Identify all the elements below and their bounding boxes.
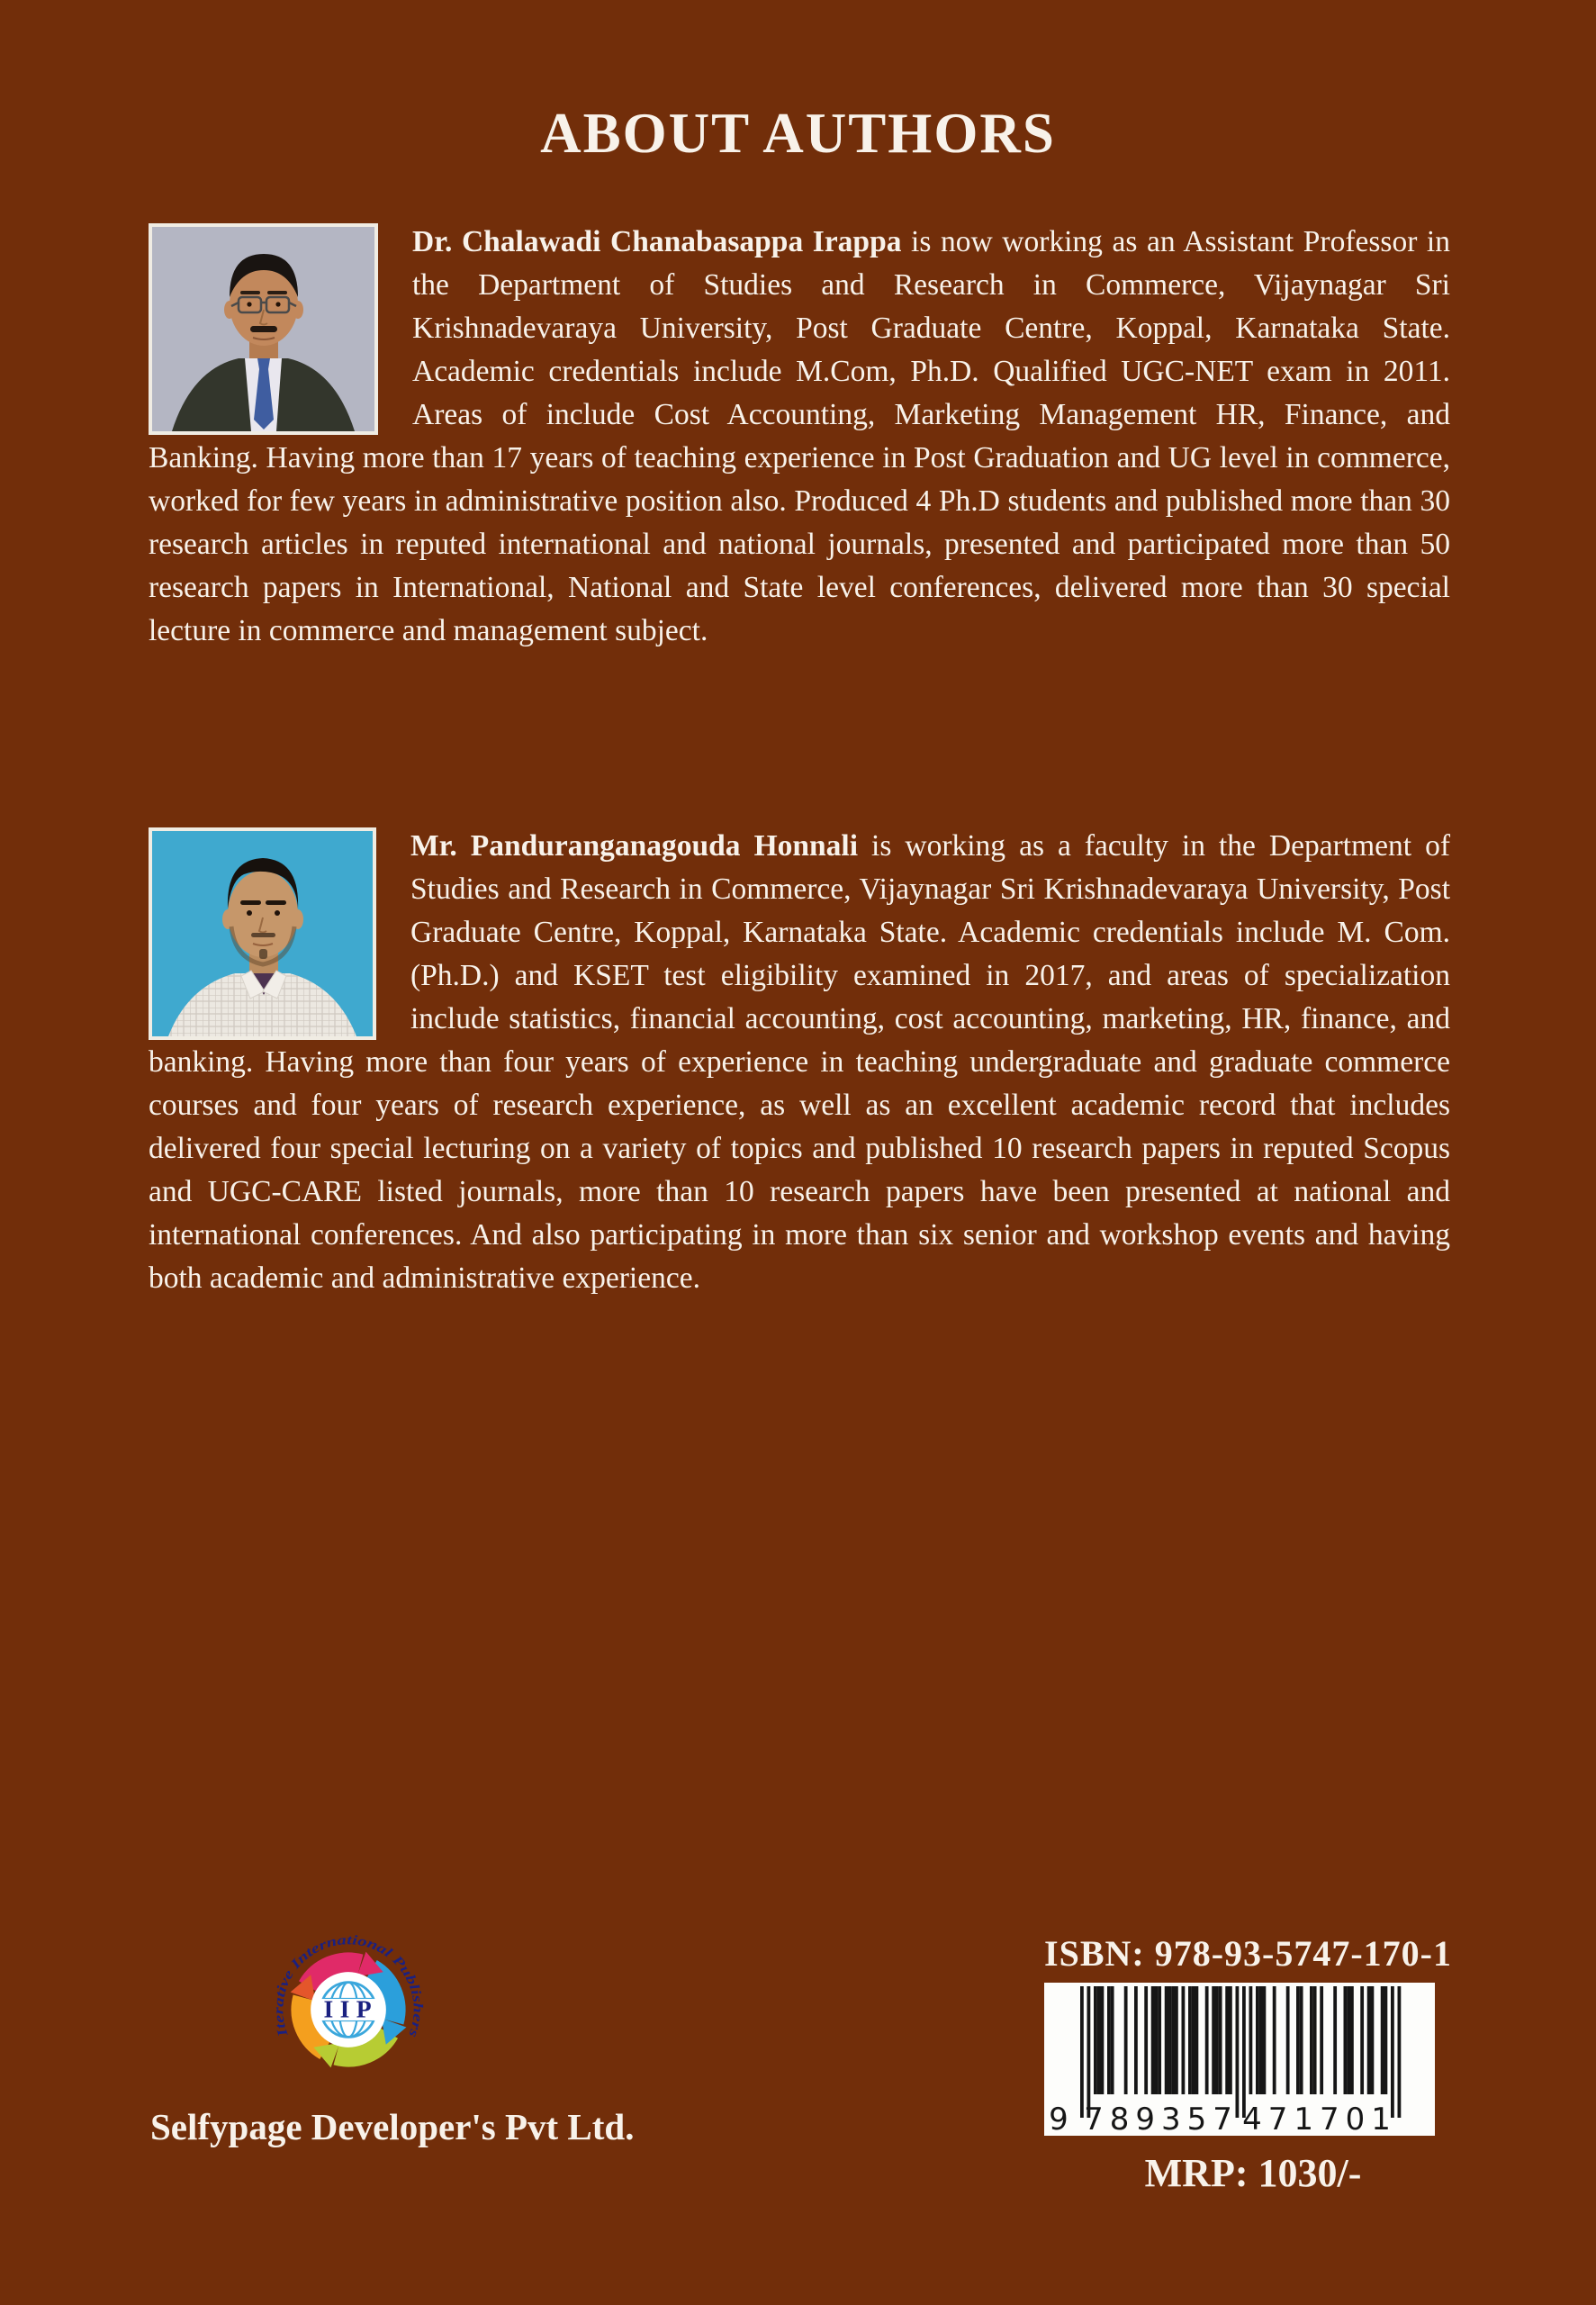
author-1-portrait-image: [152, 227, 374, 431]
barcode-bars-image: [1044, 1983, 1435, 2136]
author-bio-text-2: is working as a faculty in the Department of Studies and Research in Commerce, Vijaynagar Sri Krishnadevaraya University, Post Graduate Centre, Koppal, Karnataka State. Academic credentials include M. Com. (Ph.D.) and KSET test eligibility examined in 2017, and areas of specialization include statistics, financial accounting, cost accounting, marketing, HR, finance, and banking. Having more than four years of experience in teaching undergraduate and graduate commerce courses and four years of research experience, as well as an excellent academic record that includes delivered four special lecturing on a variety of topics and published 10 research papers in reputed Scopus and UGC-CARE listed journals, more than 10 research papers have been presented at national and international conferences. And also participating in more than six senior and workshop events and having both academic and administrative experience.: [149, 829, 1450, 1295]
author-section-2: [149, 825, 1450, 1300]
iip-ring-text: Iterative International Publishers: [271, 1932, 426, 2038]
publisher-logo: [264, 1927, 433, 2093]
iip-logo-icon: [264, 1927, 433, 2093]
barcode-digits-left: 789357: [1084, 2102, 1239, 2136]
author-photo-2: [149, 827, 376, 1040]
author-photo-1: [149, 223, 378, 435]
mrp-label: MRP: 1030/-: [1144, 2151, 1362, 2195]
page-title: ABOUT AUTHORS: [540, 102, 1056, 165]
publisher-name: Selfypage Developer's Pvt Ltd.: [150, 2106, 635, 2147]
isbn-label: ISBN: 978-93-5747-170-1: [1044, 1933, 1452, 1974]
isbn-barcode: [1044, 1983, 1435, 2136]
author-name-1: Dr. Chalawadi Chanabasappa Irappa: [412, 225, 902, 258]
barcode-digits-right: 471701: [1242, 2102, 1397, 2136]
author-2-portrait-image: [152, 831, 373, 1036]
barcode-digit-lead: 9: [1049, 2102, 1069, 2136]
author-name-2: Mr. Panduranganagouda Honnali: [410, 829, 859, 863]
author-section-1: [149, 221, 1450, 653]
iip-monogram: IIP: [323, 1994, 378, 2023]
author-bio-text-1: is now working as an Assistant Professor in the Department of Studies and Research in Commerce, Vijaynagar Sri Krishnadevaraya University, Post Graduate Centre, Koppal, Karnataka State. Academic credentials include M.Com, Ph.D. Qualified UGC-NET exam in 2011. Areas of include Cost Accounting, Marketing Management HR, Finance, and Banking. Having more than 17 years of teaching experience in Post Graduation and UG level in commerce, worked for few years in administrative position also. Produced 4 Ph.D students and published more than 30 research articles in reputed international and national journals, presented and participated more than 50 research papers in International, National and State level conferences, delivered more than 30 special lecture in commerce and management subject.: [149, 225, 1450, 647]
